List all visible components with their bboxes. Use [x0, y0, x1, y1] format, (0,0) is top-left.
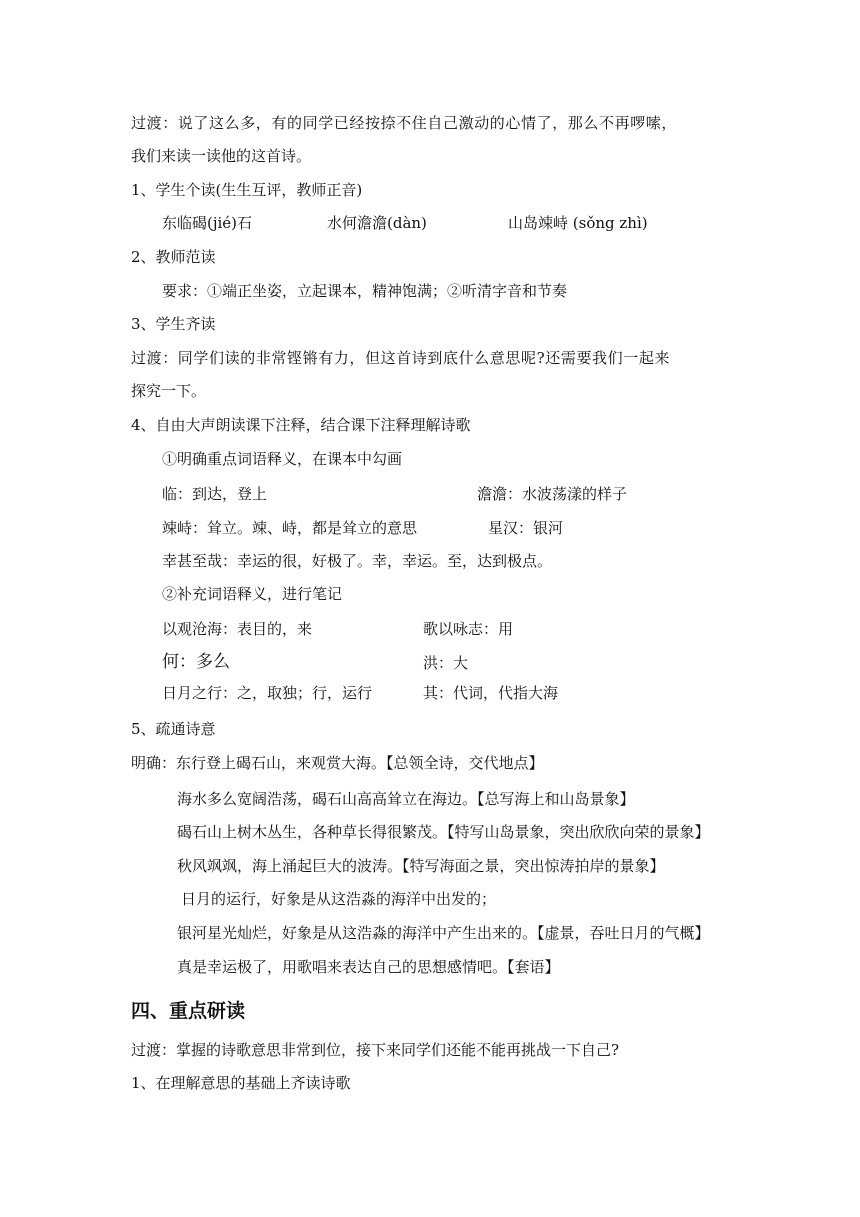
translation-line: 真是幸运极了，用歌唱来表达自己的思想感情吧。【套语】 — [177, 958, 560, 976]
pronunciation-item: 水何澹澹(dàn) — [327, 214, 427, 232]
glossary-entry: 临：到达，登上 — [162, 485, 268, 503]
translation-line: 碣石山上树木丛生，各种草长得很繁茂。【特写山岛景象，突出欣欣向荣的景象】 — [177, 823, 710, 841]
glossary-entry: 何：多么 — [162, 652, 230, 672]
glossary-entry: 洪：大 — [423, 654, 469, 672]
step-title: 3、学生齐读 — [131, 315, 216, 333]
section-heading: 四、重点研读 — [131, 1000, 246, 1022]
translation-line: 日月的运行，好象是从这浩淼的海洋中出发的； — [181, 890, 497, 908]
transition-line: 探究一下。 — [131, 382, 207, 400]
step-title: 4、自由大声朗读课下注释，结合课下注释理解诗歌 — [131, 416, 471, 434]
transition-line: 过渡：说了这么多，有的同学已经按捺不住自己激动的心情了，那么不再啰嗦， — [131, 114, 678, 132]
translation-line: 秋风飒飒，海上涌起巨大的波涛。【特写海面之景，突出惊涛拍岸的景象】 — [177, 857, 665, 875]
subsection-title: ②补充词语释义，进行笔记 — [162, 585, 343, 603]
step-title: 1、在理解意思的基础上齐读诗歌 — [131, 1074, 351, 1092]
translation-line: 银河星光灿烂，好象是从这浩淼的海洋中产生出来的。【虚景，吞吐日月的气概】 — [177, 924, 710, 942]
transition-line: 过渡：掌握的诗歌意思非常到位，接下来同学们还能不能再挑战一下自己? — [131, 1041, 620, 1059]
glossary-entry: 日月之行：之，取独；行，运行 — [162, 684, 373, 702]
transition-line: 过渡：同学们读的非常铿锵有力，但这首诗到底什么意思呢?还需要我们一起来 — [131, 349, 671, 367]
translation-line: 明确：东行登上碣石山，来观赏大海。【总领全诗，交代地点】 — [131, 754, 544, 772]
requirement-text: 要求：①端正坐姿，立起课本，精神饱满；②听清字音和节奏 — [162, 282, 568, 300]
glossary-entry: 幸甚至哉：幸运的很，好极了。幸，幸运。至，达到极点。 — [162, 552, 553, 570]
pronunciation-item: 山岛竦峙 (sǒng zhì) — [508, 214, 648, 232]
glossary-entry: 其：代词，代指大海 — [423, 684, 559, 702]
glossary-entry: 歌以咏志：用 — [423, 620, 514, 638]
glossary-entry: 星汉：银河 — [488, 519, 564, 537]
glossary-entry: 以观沧海：表目的，来 — [162, 620, 313, 638]
glossary-entry: 澹澹：水波荡漾的样子 — [477, 485, 628, 503]
pronunciation-item: 东临碣(jié)石 — [162, 214, 253, 232]
step-title: 1、学生个读(生生互评，教师正音) — [131, 181, 363, 199]
subsection-title: ①明确重点词语释义，在课本中勾画 — [162, 450, 403, 468]
transition-line: 我们来读一读他的这首诗。 — [131, 147, 312, 165]
translation-line: 海水多么宽阔浩荡，碣石山高高耸立在海边。【总写海上和山岛景象】 — [177, 790, 635, 808]
glossary-entry: 竦峙：耸立。竦、峙，都是耸立的意思 — [162, 519, 418, 537]
step-title: 5、疏通诗意 — [131, 720, 216, 738]
step-title: 2、教师范读 — [131, 248, 216, 266]
